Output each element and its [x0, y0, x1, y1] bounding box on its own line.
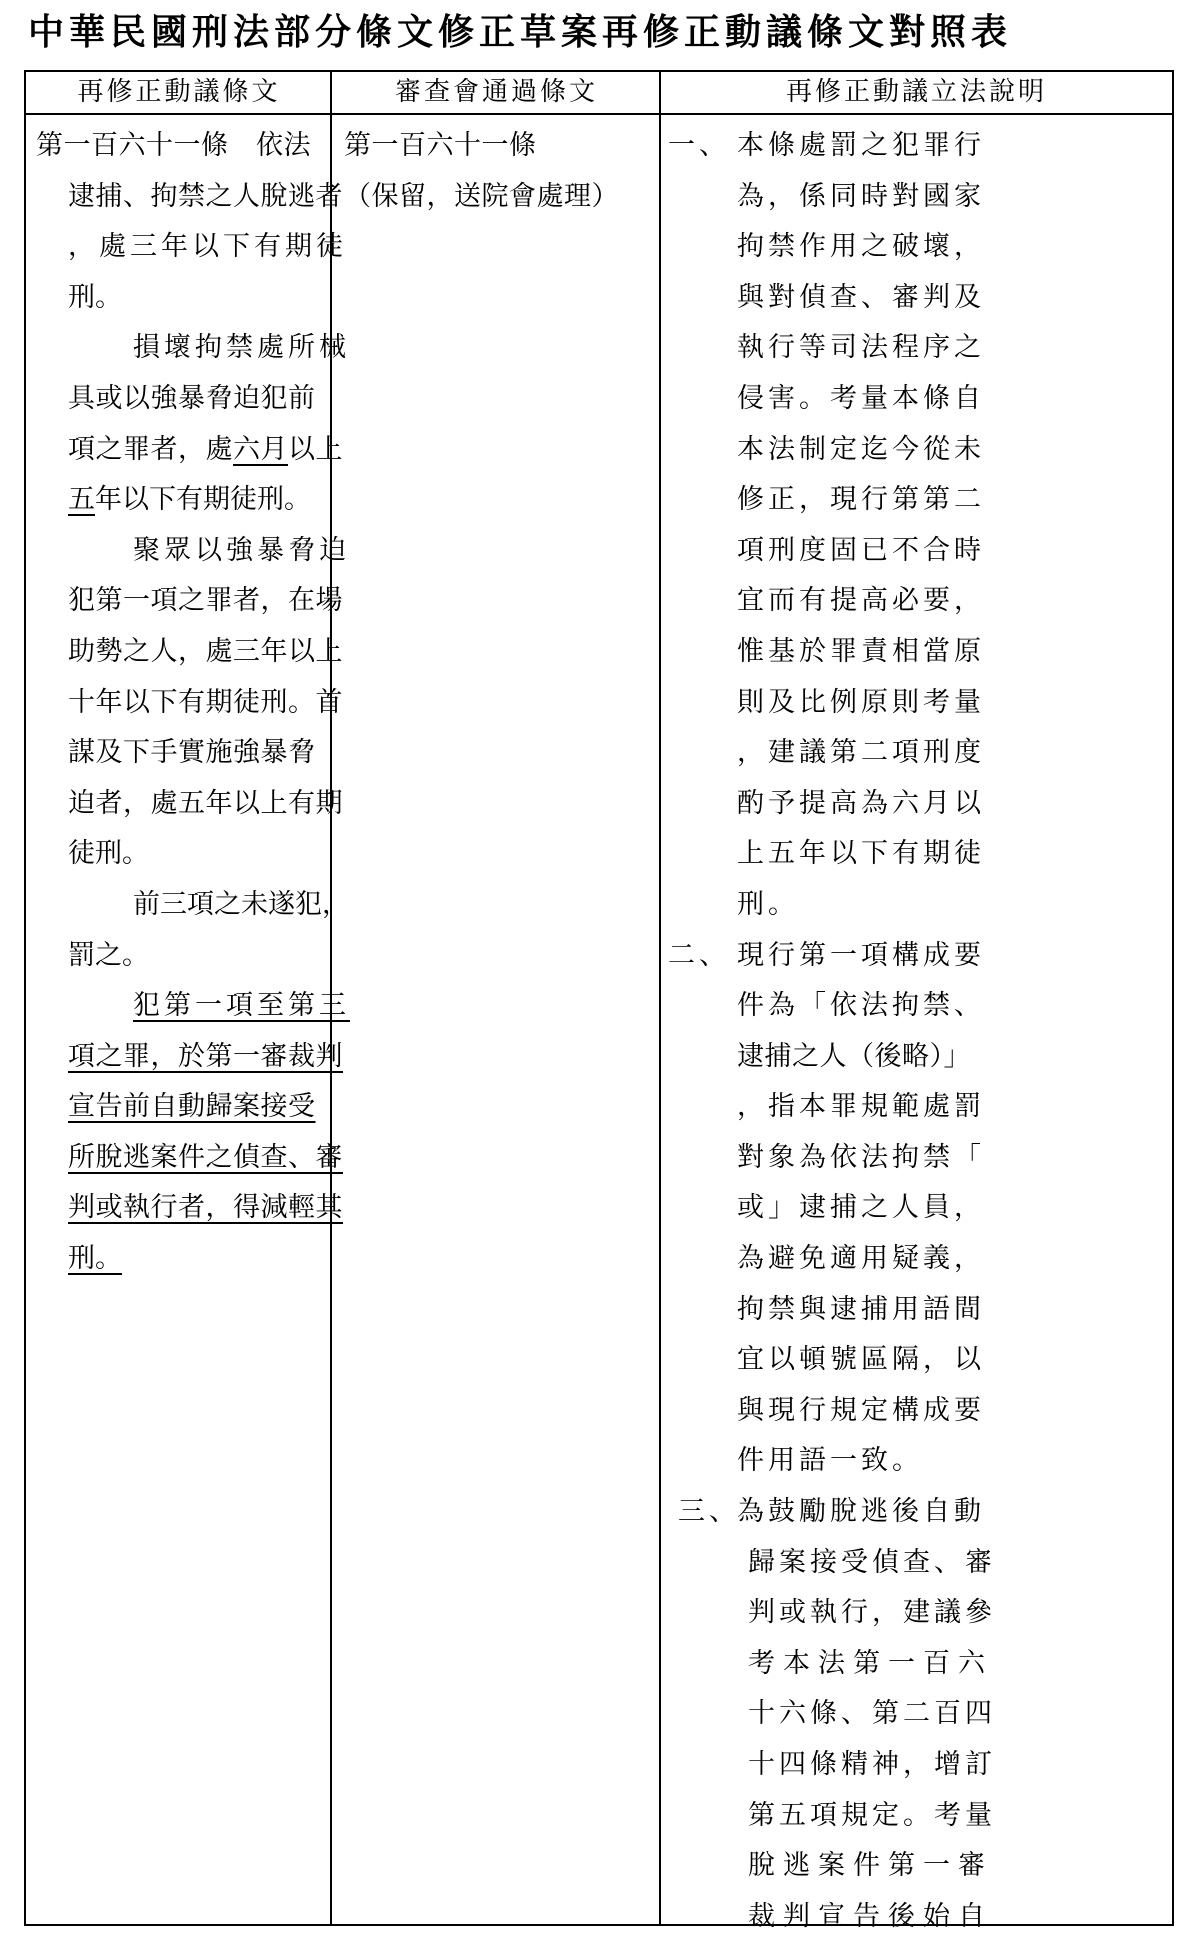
text-line: 十四條精神，增訂 — [748, 1749, 996, 1780]
text-line: 第一百六十一條 — [344, 130, 537, 161]
text-span: 逮捕 — [68, 180, 123, 212]
text-line: ，指本罪規範處罰 — [737, 1091, 985, 1123]
text-line: 與對偵查、審判及 — [737, 281, 985, 313]
text-line: 惟基於罪責相當原 — [737, 635, 985, 667]
item-number: 一、 — [668, 130, 730, 161]
text-line: 件用語一致。 — [737, 1445, 923, 1477]
text-line: 對象為依法拘禁「 — [737, 1141, 985, 1173]
text-line: ，處三年以下有期徒 — [68, 231, 347, 263]
text-line: 具或以強暴脅迫犯前 — [68, 382, 316, 414]
amended-text: 宣告前自動歸案接受 — [68, 1091, 316, 1123]
text-line: 脫逃案件第一審 — [748, 1850, 993, 1882]
explanation-item-2-line — [668, 931, 1168, 982]
text-line — [36, 172, 343, 223]
text-line: 判或執行，建議參 — [748, 1597, 996, 1629]
amended-text: 六月 — [233, 433, 288, 465]
text-line: 酌予提高為六月以 — [737, 787, 985, 819]
article-heading: 第一百六十一條 依法 — [36, 130, 311, 161]
text-span: 本條處罰之犯罪行 — [737, 130, 985, 161]
text-line: 與現行規定構成要 — [737, 1394, 985, 1426]
header-divider — [26, 113, 1172, 115]
text-line: ，建議第二項刑度 — [737, 737, 985, 769]
text-line: 裁判宣告後始自 — [748, 1900, 993, 1932]
item-number: 三、 — [678, 1496, 740, 1528]
text-line: 迫者，處五年以上有期 — [68, 787, 343, 819]
committee-article-text — [344, 121, 654, 222]
explanation-item-1-line — [668, 121, 1168, 172]
text-line: 件為「依法拘禁、 — [737, 990, 985, 1022]
text-line: 宜以頓號區隔，以 — [737, 1344, 985, 1376]
text-line: 修正，現行第第二 — [737, 484, 985, 516]
text-line — [36, 1183, 343, 1234]
text-line — [36, 1032, 343, 1083]
text-line: 或」逮捕之人員， — [737, 1192, 985, 1224]
text-line: 則及比例原則考量 — [737, 686, 985, 718]
text-line: 為避免適用疑義， — [737, 1243, 985, 1275]
column-divider-2 — [659, 72, 661, 1924]
text-line: 十年以下有期徒刑。首 — [68, 686, 343, 718]
text-line — [36, 425, 343, 476]
text-span: 為鼓勵脫逃後自動 — [737, 1496, 985, 1528]
amended-text: 刑。 — [68, 1243, 122, 1275]
explanation-item-3-line — [668, 1487, 1168, 1538]
item-number: 二、 — [668, 939, 730, 971]
text-line — [36, 1234, 326, 1285]
text-line: 聚眾以強暴脅迫 — [133, 534, 350, 566]
text-line: 徒刑。 — [68, 838, 149, 870]
text-line: 犯第一項之罪者，在場 — [68, 585, 343, 617]
amendment-article-text — [36, 121, 350, 1285]
text-line: 損壞拘禁處所械 — [133, 332, 350, 364]
text-line: 拘禁作用之破壞， — [737, 231, 985, 263]
text-line: 前三項之未遂犯， — [133, 888, 349, 920]
legislative-explanation-text — [668, 121, 1168, 1942]
text-line: 罰之。 — [68, 939, 149, 971]
text-line — [36, 475, 326, 526]
text-line: （保留，送院會處理） — [344, 180, 619, 212]
text-line: 歸案接受偵查、審 — [748, 1546, 996, 1578]
document-title: 中華民國刑法部分條文修正草案再修正動議條文對照表 — [28, 11, 1013, 53]
text-span: 項之罪者，處 — [68, 433, 233, 465]
text-line — [36, 1133, 343, 1184]
text-line: 上五年以下有期徒 — [737, 838, 985, 870]
text-span: 年以下有期徒刑。 — [95, 484, 311, 516]
comparison-table — [24, 70, 1174, 1932]
text-line: 考本法第一百六 — [748, 1647, 993, 1679]
column-header-amendment-motion: 再修正動議條文 — [77, 77, 281, 107]
amended-text: 犯第一項至第三 — [133, 990, 350, 1022]
amended-text: 項之罪，於第一審裁判 — [68, 1040, 343, 1072]
text-line: 助勢之人，處三年以上 — [68, 635, 343, 667]
text-span: 、拘禁之人脫逃者 — [123, 180, 343, 212]
text-line — [36, 981, 350, 1032]
text-line: 十六條、第二百四 — [748, 1698, 996, 1730]
text-line: 逮捕之人（後略）」 — [737, 1040, 971, 1072]
text-line: 謀及下手實施強暴脅 — [68, 737, 316, 769]
amended-text: 判或執行者，得減輕其 — [68, 1192, 343, 1224]
text-line: 項刑度固已不合時 — [737, 534, 985, 566]
text-line: 刑。 — [68, 281, 122, 313]
text-span: 現行第一項構成要 — [737, 939, 985, 971]
text-line: 刑。 — [737, 888, 799, 920]
text-line: 本法制定迄今從未 — [737, 433, 985, 465]
amended-text: 所脫逃案件之偵查、審 — [68, 1141, 343, 1173]
column-header-committee-passed: 審查會通過條文 — [394, 77, 598, 107]
text-line: 侵害。考量本條自 — [737, 382, 985, 414]
column-header-legislative-explanation: 再修正動議立法說明 — [785, 77, 1047, 107]
text-line: 第五項規定。考量 — [748, 1799, 996, 1831]
text-line: 宜而有提高必要， — [737, 585, 985, 617]
text-line — [36, 1082, 326, 1133]
text-line: 拘禁與逮捕用語間 — [737, 1293, 985, 1325]
text-line: 執行等司法程序之 — [737, 332, 985, 364]
amended-text: 五 — [68, 484, 95, 516]
text-line: 為，係同時對國家 — [737, 180, 985, 212]
text-span: 以上 — [288, 433, 343, 465]
